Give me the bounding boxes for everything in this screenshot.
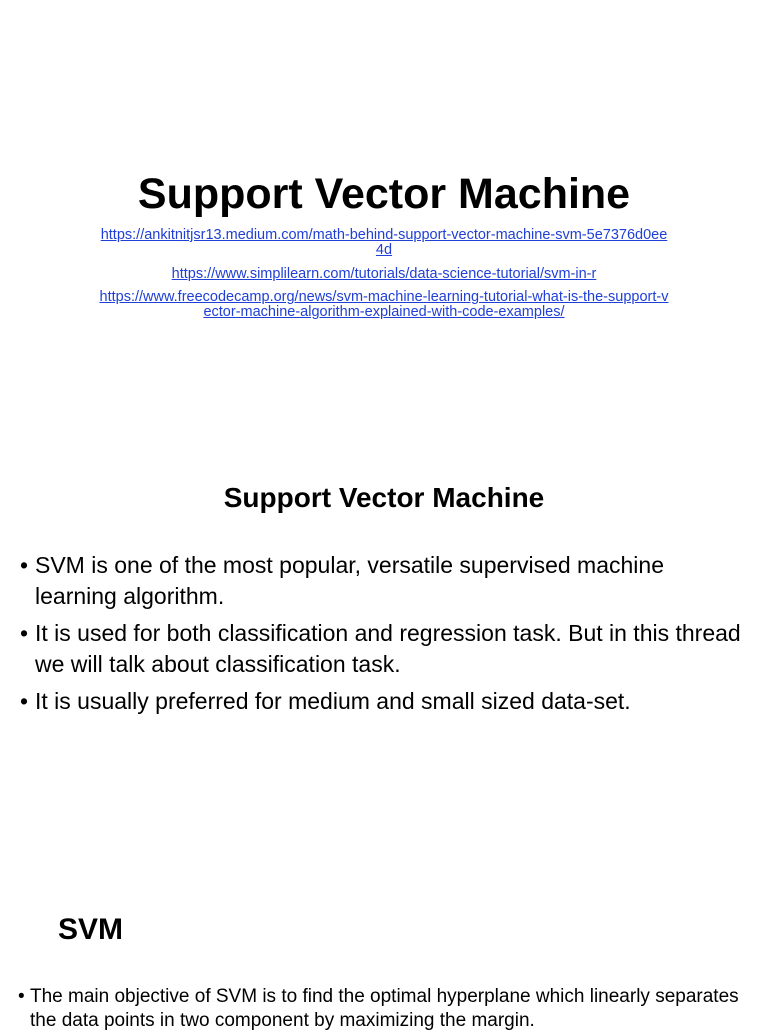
bullet-text: SVM is one of the most popular, versatile supervised machine learning algorithm. <box>35 552 664 609</box>
slide-heading: Support Vector Machine <box>223 482 545 513</box>
bullet-marker: • <box>20 552 29 578</box>
title-slide <box>0 0 768 440</box>
reference-link-freecodecamp[interactable]: https://www.freecodecamp.org/news/svm-machine-learning-tutorial-what-is-the-support-vector-machine-algorithm-explained-with-code-examples/ <box>99 289 669 320</box>
bullet-item <box>20 618 750 680</box>
slide-heading: SVM <box>58 913 124 946</box>
bullet-item <box>18 985 750 1033</box>
reference-link-simplilearn[interactable]: https://www.simplilearn.com/tutorials/data-science-tutorial/svm-in-r <box>171 266 597 282</box>
slide-title: Support Vector Machine <box>137 170 631 218</box>
overview-slide <box>0 470 768 870</box>
bullet-marker: • <box>20 620 29 646</box>
bullet-item <box>20 686 750 717</box>
svm-slide <box>0 905 768 1031</box>
bullet-marker: • <box>20 688 29 714</box>
reference-link-medium[interactable]: https://ankitnitjsr13.medium.com/math-behind-support-vector-machine-svm-5e7376d0ee4d <box>100 227 668 258</box>
bullet-text: It is used for both classification and regression task. But in this thread we will talk about classification task. <box>35 620 741 677</box>
bullet-list <box>20 550 750 723</box>
bullet-marker: • <box>18 986 25 1007</box>
reference-links <box>0 228 768 320</box>
bullet-text: It is usually preferred for medium and small sized data-set. <box>35 688 631 714</box>
bullet-item <box>20 550 750 612</box>
bullet-text: The main objective of SVM is to find the optimal hyperplane which linearly separates the data points in two component by maximizing the margin. <box>30 986 739 1031</box>
